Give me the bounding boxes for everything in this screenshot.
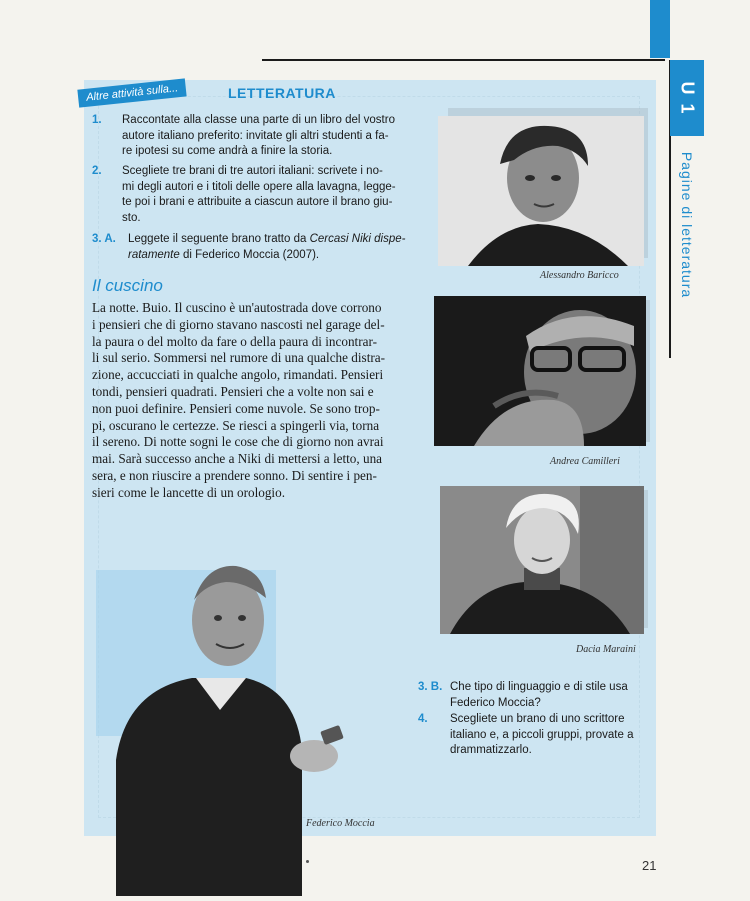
book-title: ratamente: [128, 248, 180, 261]
exercise-number: 4.: [418, 713, 428, 725]
exercise-text: di Federico Moccia (2007).: [179, 248, 320, 261]
section-heading: LETTERATURA: [228, 85, 336, 101]
exercise-line: re ipotesi su come andrà a finire la storia.: [122, 145, 333, 157]
book-title: Cercasi Niki dispe-: [309, 233, 406, 245]
passage-line: tondi, pensieri quadrati. Pensieri che a volte non sai e: [92, 383, 374, 399]
story-passage: [92, 300, 412, 502]
photo-maraini: [440, 486, 644, 634]
passage-line: i pensieri che di giorno stavano nascosti nel garage del-: [92, 316, 385, 332]
exercise-line: Raccontate alla classe una parte di un libro del vostro: [122, 114, 395, 126]
exercise-text: Leggete il seguente brano tratto da: [128, 233, 310, 245]
passage-line: sieri come le lancette di un orologio.: [92, 484, 285, 500]
exercise-line: italiano e, a piccoli gruppi, provate a: [450, 728, 634, 741]
exercise-line: Federico Moccia?: [450, 696, 541, 709]
passage-line: zione, accucciati in qualche angolo, rimandati. Pensieri: [92, 367, 384, 383]
unit-color-strip: [650, 0, 670, 58]
photo-camilleri: [434, 296, 646, 446]
caption-maraini: Dacia Maraini: [576, 644, 636, 655]
exercise-line: mi degli autori e i titoli delle opere alla lavagna, legge-: [122, 180, 396, 193]
passage-line: pi, oscurano le certezze. Se riesci a spingerli via, torna: [92, 417, 380, 433]
passage-line: non puoi definire. Pensieri come nuvole. Se sono trop-: [92, 400, 380, 416]
passage-line: mai. Sarà successo anche a Niki di mettersi a letto, una: [92, 451, 383, 467]
side-title: Pagine di letteratura: [679, 151, 695, 299]
caption-camilleri: Andrea Camilleri: [550, 456, 620, 467]
exercise-line: Che tipo di linguaggio e di stile usa: [450, 681, 628, 693]
exercise-number: 3. B.: [418, 681, 443, 693]
caption-moccia: Federico Moccia: [306, 818, 375, 829]
passage-line: la paura o del molto da fare o della paura di incontrar-: [92, 333, 377, 349]
footer-dot: [306, 860, 309, 863]
photo-moccia: [96, 560, 350, 896]
passage-line: il sereno. Di notte sogni le cose che di giorno non avrai: [92, 434, 384, 450]
passage-line: sera, e non riuscire a prendere sonno. Di sentire i pen-: [92, 467, 377, 483]
page-number: 21: [642, 858, 657, 873]
exercise-line: Scegliete un brano di uno scrittore: [450, 713, 625, 725]
exercise-line: autore italiano preferito: invitate gli altri studenti a fa-: [122, 129, 389, 142]
exercise-line: sto.: [122, 211, 141, 224]
exercise-line: Scegliete tre brani di tre autori italiani: scrivete i no-: [122, 165, 383, 177]
photo-baricco: [438, 116, 644, 266]
top-rule: [262, 59, 665, 61]
exercise-number: 3. A.: [92, 233, 116, 245]
exercise-number: 1.: [92, 114, 102, 126]
activity-tag: Altre attività sulla...: [77, 78, 187, 107]
story-title: Il cuscino: [92, 276, 163, 295]
exercise-line: te poi i brani e attribuite a ciascun autore il brano giu-: [122, 196, 393, 208]
exercise-number: 2.: [92, 165, 102, 177]
caption-baricco: Alessandro Baricco: [540, 270, 619, 281]
passage-line: La notte. Buio. Il cuscino è un'autostrada dove corrono: [92, 300, 382, 315]
exercise-line: drammatizzarlo.: [450, 744, 532, 756]
unit-badge: U 1: [670, 60, 704, 136]
passage-line: li sul serio. Sommersi nel rumore di una qualche distra-: [92, 350, 385, 366]
